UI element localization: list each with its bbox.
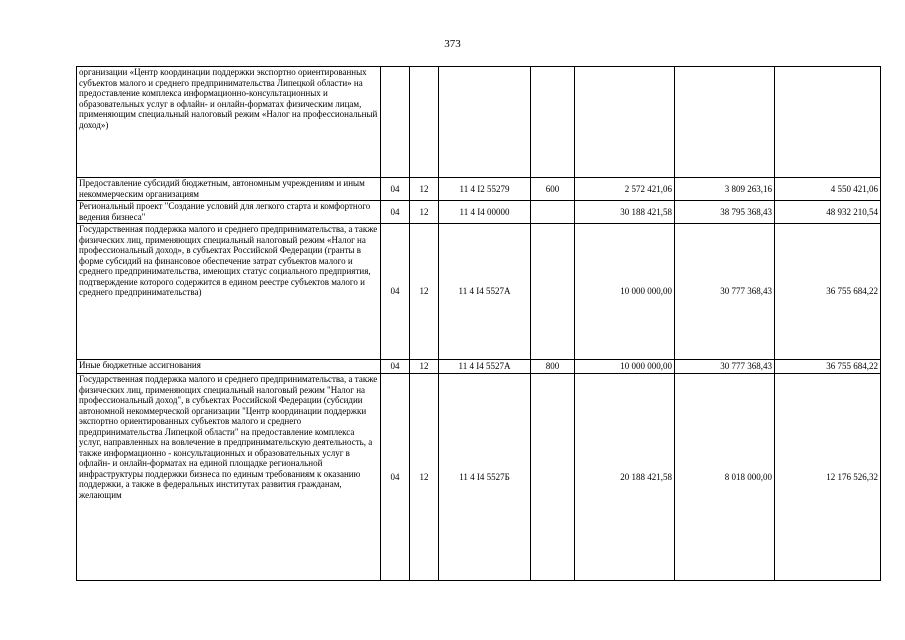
row-name: Иные бюджетные ассигнования [77, 360, 381, 374]
expense-type-code [531, 201, 575, 224]
section-code: 04 [381, 201, 410, 224]
section-code [381, 67, 410, 178]
budget-table [76, 66, 881, 581]
expense-type-code: 800 [531, 360, 575, 374]
subsection-code: 12 [410, 374, 439, 581]
target-article-code: 11 4 I4 5527Б [439, 374, 531, 581]
amount-year-2: 38 795 368,43 [675, 201, 775, 224]
row-name: Предоставление субсидий бюджетным, автономным учреждениям и иным некоммерческим организациям [77, 178, 381, 201]
subsection-code: 12 [410, 224, 439, 360]
amount-year-3 [775, 67, 881, 178]
target-article-code: 11 4 I2 55279 [439, 178, 531, 201]
expense-type-code [531, 374, 575, 581]
expense-type-code [531, 67, 575, 178]
amount-year-2: 30 777 368,43 [675, 224, 775, 360]
table-row [77, 67, 881, 178]
row-name: организации «Центр координации поддержки экспортно ориентированных субъектов малого и среднего предпринимательства Липецкой области» на предоставление комплекса информационно-консультационных и образовательных услуг в офлайн- и онлайн-форматах физическим лицам, применяющим специальный налоговый режим «Налог на профессиональный доход») [77, 67, 381, 178]
amount-year-1: 10 000 000,00 [575, 360, 675, 374]
table-row [77, 201, 881, 224]
amount-year-2: 30 777 368,43 [675, 360, 775, 374]
table-row [77, 178, 881, 201]
section-code: 04 [381, 360, 410, 374]
amount-year-3: 36 755 684,22 [775, 224, 881, 360]
table-row [77, 374, 881, 581]
expense-type-code [531, 224, 575, 360]
expense-type-code: 600 [531, 178, 575, 201]
page-number: 373 [444, 38, 461, 50]
amount-year-1 [575, 67, 675, 178]
amount-year-3: 48 932 210,54 [775, 201, 881, 224]
amount-year-2: 8 018 000,00 [675, 374, 775, 581]
target-article-code [439, 67, 531, 178]
subsection-code: 12 [410, 360, 439, 374]
amount-year-3: 4 550 421,06 [775, 178, 881, 201]
section-code: 04 [381, 374, 410, 581]
row-name: Государственная поддержка малого и среднего предпринимательства, а также физических лиц, применяющих специальный налоговый режим «Налог на профессиональный доход», в субъектах Российской Федерации (гранты в форме субсидий на финансовое обеспечение затрат субъектов малого и среднего предпринимательства, имеющих статус социального предприятия, подтверждение которого содержится в едином реестре субъектов малого и среднего предпринимательства) [77, 224, 381, 360]
target-article-code: 11 4 I4 5527А [439, 224, 531, 360]
amount-year-1: 2 572 421,06 [575, 178, 675, 201]
subsection-code: 12 [410, 178, 439, 201]
target-article-code: 11 4 I4 00000 [439, 201, 531, 224]
amount-year-1: 30 188 421,58 [575, 201, 675, 224]
subsection-code: 12 [410, 201, 439, 224]
section-code: 04 [381, 178, 410, 201]
amount-year-1: 10 000 000,00 [575, 224, 675, 360]
amount-year-3: 36 755 684,22 [775, 360, 881, 374]
row-name: Государственная поддержка малого и среднего предпринимательства, а также физических лиц, применяющих специальный налоговый режим "Налог на профессиональный доход", в субъектах Российской Федерации (субсидии автономной некоммерческой организации "Центр координации поддержки экспортно ориентированных субъектов малого и среднего предпринимательства Липецкой области" на предоставление комплекса услуг, направленных на вовлечение в предпринимательскую деятельность, а также информационно - консультационных и образовательных услуг в офлайн- и онлайн-форматах на единой площадке региональной инфраструктуры поддержки бизнеса по единым требованиям к оказанию поддержки, а также в федеральных институтах развития гражданам, желающим [77, 374, 381, 581]
amount-year-3: 12 176 526,32 [775, 374, 881, 581]
subsection-code [410, 67, 439, 178]
table-row [77, 224, 881, 360]
table-row [77, 360, 881, 374]
amount-year-1: 20 188 421,58 [575, 374, 675, 581]
amount-year-2: 3 809 263,16 [675, 178, 775, 201]
amount-year-2 [675, 67, 775, 178]
row-name: Региональный проект "Создание условий для легкого старта и комфортного ведения бизнеса" [77, 201, 381, 224]
section-code: 04 [381, 224, 410, 360]
target-article-code: 11 4 I4 5527А [439, 360, 531, 374]
